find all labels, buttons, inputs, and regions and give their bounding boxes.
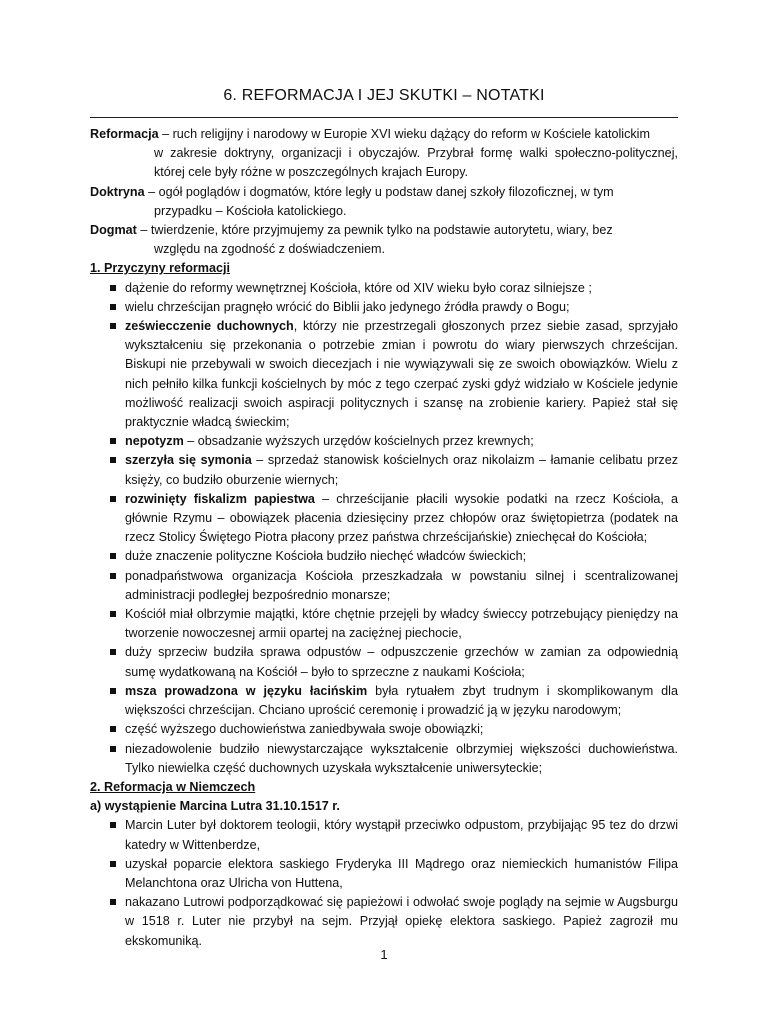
list-item: duży sprzeciw budziła sprawa odpustów – odpuszczenie grzechów w zamian za odpowiednią sumę wydatkowaną na Kościół – było to sprzeczne z naukami Kościoła; <box>90 643 678 681</box>
list-item: msza prowadzona w języku łacińskim była rytuałem zbyt trudnym i skomplikowanym dla większości chrześcijan. Chciano uprościć ceremonię i prowadzić ją w języku narodowym; <box>90 682 678 720</box>
list-item: nakazano Lutrowi podporządkować się papieżowi i odwołać swoje poglądy na sejmie w Augsburgu w 1518 r. Luter nie przybył na sejm. Przyjął opiekę elektora saskiego. Papież zagroził mu ekskomuniką. <box>90 893 678 951</box>
definition-doktryna <box>90 183 678 221</box>
bullet-square-icon <box>110 438 116 444</box>
list-item: wielu chrześcijan pragnęło wrócić do Biblii jako jedynego źródła prawdy o Bogu; <box>90 298 678 317</box>
list-item: nepotyzm – obsadzanie wyższych urzędów kościelnych przez krewnych; <box>90 432 678 451</box>
definition-term: Dogmat <box>90 223 137 238</box>
definition-continuation: przypadku – Kościoła katolickiego. <box>154 203 347 218</box>
list-item: ponadpaństwowa organizacja Kościoła przeszkadzała w powstaniu silnej i scentralizowanej administracji podległej bezpośrednio monarsze; <box>90 567 678 605</box>
bullet-square-icon <box>110 323 116 329</box>
bullet-square-icon <box>110 822 116 828</box>
definition-continuation: w zakresie doktryny, organizacji i obyczajów. Przybrał formę walki społeczno-politycznej, której cele były różne w poszczególnych krajach Europy. <box>154 146 678 180</box>
list-item: uzyskał poparcie elektora saskiego Fryderyka III Mądrego oraz niemieckich humanistów Filipa Melanchtona oraz Ulricha von Huttena, <box>90 855 678 893</box>
section-2-heading: 2. Reformacja w Niemczech <box>90 779 256 794</box>
bullet-square-icon <box>110 861 116 867</box>
list-item: dążenie do reformy wewnętrznej Kościoła, które od XIV wieku było coraz silniejsze ; <box>90 279 678 298</box>
list-item: rozwinięty fiskalizm papiestwa – chrześcijanie płacili wysokie podatki na rzecz Kościoła, a głównie Rzymu – obowiązek płacenia dziesięciny przez chłopów oraz świętopietrza (podatek na rzecz Stolicy Świętego Piotra płacony przez państwa chrześcijańskie) zniechęcał do Kościoła; <box>90 490 678 548</box>
page-number: 1 <box>380 947 388 962</box>
list-item: szerzyła się symonia – sprzedaż stanowisk kościelnych oraz nikolaizm – łamanie celibatu przez księży, co budziło oburzenie wiernych; <box>90 451 678 489</box>
bullet-square-icon <box>110 688 116 694</box>
bullet-square-icon <box>110 746 116 752</box>
definition-term: Doktryna <box>90 184 145 199</box>
list-item: duże znaczenie polityczne Kościoła budziło niechęć władców świeckich; <box>90 547 678 566</box>
bullet-square-icon <box>110 726 116 732</box>
bullet-square-icon <box>110 285 116 291</box>
bullet-square-icon <box>110 899 116 905</box>
bullet-square-icon <box>110 649 116 655</box>
document-body <box>90 125 678 951</box>
definition-term: Reformacja <box>90 127 159 141</box>
definition-text: – ruch religijny i narodowy w Europie XVI wieku dążący do reform w Kościele katolickim <box>158 127 650 141</box>
list-item: niezadowolenie budziło niewystarczające wykształcenie olbrzymiej większości duchowieństwa. Tylko niewielka część duchownych uzyskała wykształcenie uniwersyteckie; <box>90 740 678 778</box>
list-item: Marcin Luter był doktorem teologii, który wystąpił przeciwko odpustom, przybijając 95 tez do drzwi katedry w Wittenberdze, <box>90 816 678 854</box>
definition-reformacja <box>90 125 678 183</box>
document-title: 6. REFORMACJA I JEJ SKUTKI – NOTATKI <box>223 87 545 104</box>
list-item: część wyższego duchowieństwa zaniedbywała swoje obowiązki; <box>90 720 678 739</box>
title-underline <box>90 117 678 118</box>
definition-text: – twierdzenie, które przyjmujemy za pewnik tylko na podstawie autorytetu, wiary, bez <box>136 223 613 238</box>
list-item: Kościół miał olbrzymie majątki, które chętnie przejęli by władcy świeccy potrzebujący pieniędzy na tworzenie nowoczesnej armii opartej na zaciężnej piechocie, <box>90 605 678 643</box>
definition-continuation: względu na zgodność z doświadczeniem. <box>154 242 386 257</box>
section-2-subheading: a) wystąpienie Marcina Lutra 31.10.1517 r. <box>90 799 340 814</box>
section-1-heading: 1. Przyczyny reformacji <box>90 261 231 276</box>
definition-text: – ogół poglądów i dogmatów, które legły u podstaw danej szkoły filozoficznej, w tym <box>144 184 614 199</box>
bullet-square-icon <box>110 457 116 463</box>
bullet-square-icon <box>110 553 116 559</box>
bullet-square-icon <box>110 304 116 310</box>
section-1-list <box>90 279 678 778</box>
definition-dogmat <box>90 221 678 259</box>
bullet-square-icon <box>110 496 116 502</box>
list-item: zeświecczenie duchownych, którzy nie przestrzegali głoszonych przez siebie zasad, sprzyjało wykształceniu się przekonania o potrzebie zmian i powrotu do wiary pierwszych chrześcijan. Biskupi nie przebywali w swoich diecezjach i nie wywiązywali się ze swoich obowiązków. Wielu z nich pełniło kilka funkcji kościelnych by móc z tego czerpać zyski gdyż widziało w Kościele jedynie możliwość realizacji swoich aspiracji politycznych i szansę na zrobienie kariery. Papież stał się praktycznie władcą świeckim; <box>90 317 678 432</box>
section-2-list <box>90 816 678 950</box>
bullet-square-icon <box>110 573 116 579</box>
bullet-square-icon <box>110 611 116 617</box>
